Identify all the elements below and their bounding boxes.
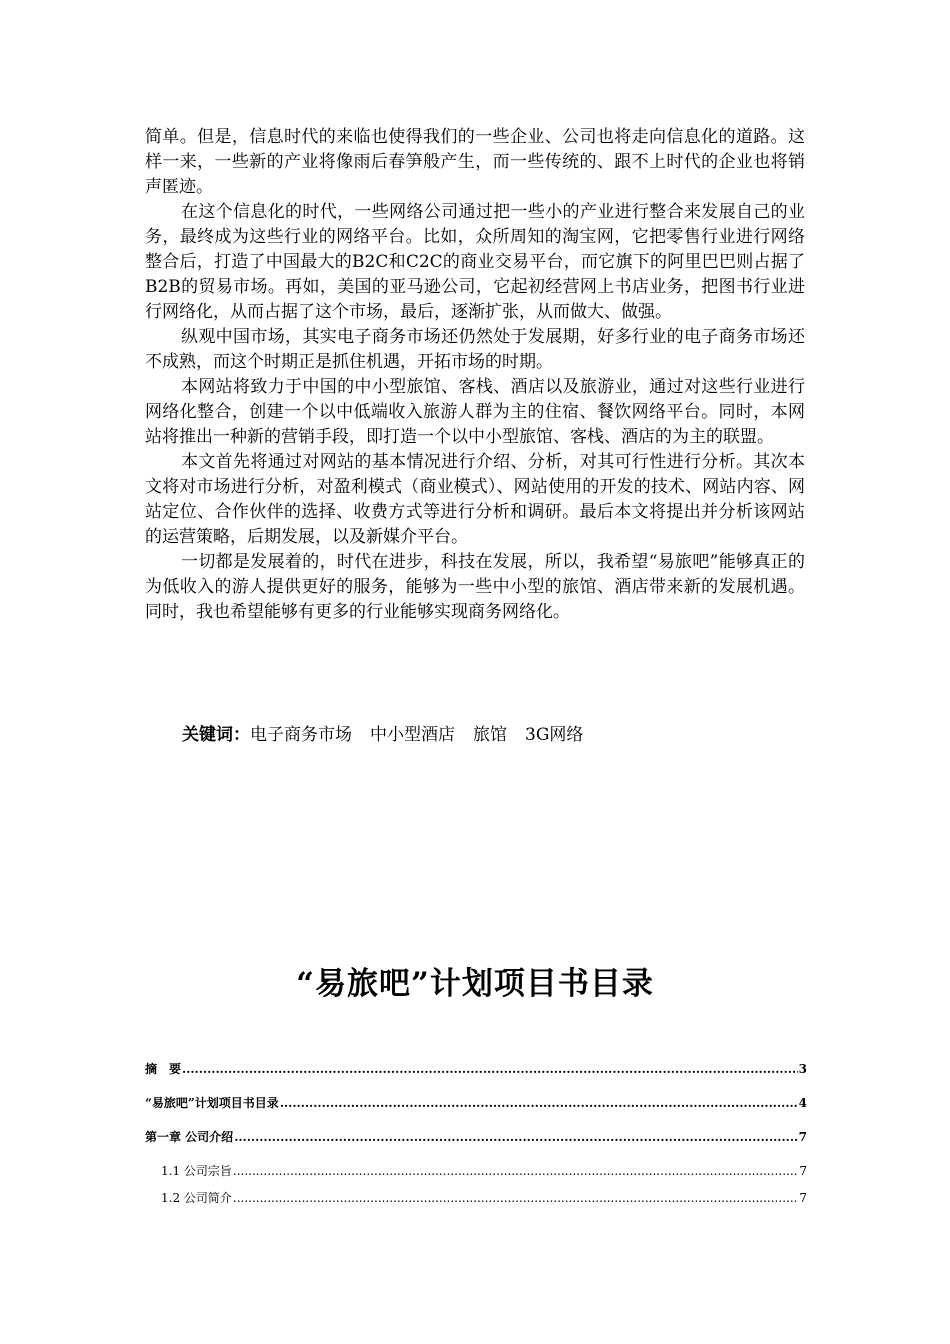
keywords-label: 关键词： xyxy=(182,725,250,745)
keyword-item: 3G网络 xyxy=(525,725,584,745)
toc-entry-page: 7 xyxy=(798,1130,807,1144)
paragraph-1: 简单。但是，信息时代的来临也使得我们的一些企业、公司也将走向信息化的道路。这样一来，一些新的产业将像雨后春笋般产生，而一些传统的、跟不上时代的企业也将销声匿迹。 xyxy=(145,127,805,197)
toc-leader-dots xyxy=(182,1062,798,1076)
toc-entry-label: 1.2 公司简介 xyxy=(161,1191,232,1205)
toc-title: “易旅吧”计划项目书目录 xyxy=(296,966,654,1002)
paragraph-2: 在这个信息化的时代，一些网络公司通过把一些小的产业进行整合来发展自己的业务，最终成为这些行业的网络平台。比如，众所周知的淘宝网，它把零售行业进行网络整合后，打造了中国最大的B2C和C2C的商业交易平台，而它旗下的阿里巴巴则占据了B2B的贸易市场。再如，美国的亚马逊公司，它起初经营网上书店业务，把图书行业进行网络化，从而占据了这个市场，最后，逐渐扩张，从而做大、做强。 xyxy=(145,202,805,322)
toc-entry-page: 7 xyxy=(799,1164,807,1178)
toc-entry[interactable] xyxy=(145,1094,807,1116)
toc-entry-label: 第一章 公司介绍 xyxy=(145,1130,234,1144)
body-text xyxy=(145,125,805,625)
toc-entry-page: 7 xyxy=(799,1191,807,1205)
keyword-item: 旅馆 xyxy=(473,725,507,745)
toc-entry-page: 3 xyxy=(798,1062,807,1076)
table-of-contents xyxy=(145,1060,807,1216)
toc-entry-page: 4 xyxy=(798,1096,807,1110)
toc-entry[interactable] xyxy=(145,1189,807,1211)
toc-entry[interactable] xyxy=(145,1060,807,1082)
keywords-line xyxy=(182,722,601,748)
toc-entry-label: 摘 要 xyxy=(145,1062,182,1076)
paragraph-3: 纵观中国市场，其实电子商务市场还仍然处于发展期，好多行业的电子商务市场还不成熟，而这个时期正是抓住机遇，开拓市场的时期。 xyxy=(145,327,805,372)
paragraph-6: 一切都是发展着的，时代在进步，科技在发展，所以，我希望“易旅吧”能够真正的为低收入的游人提供更好的服务，能够为一些中小型的旅馆、酒店带来新的发展机遇。同时，我也希望能够有更多的行业能够实现商务网络化。 xyxy=(145,552,805,622)
paragraph-5: 本文首先将通过对网站的基本情况进行介绍、分析，对其可行性进行分析。其次本文将对市场进行分析，对盈利模式（商业模式）、网站使用的开发的技术、网站内容、网站定位、合作伙伴的选择、收费方式等进行分析和调研。最后本文将提出并分析该网站的运营策略，后期发展，以及新媒介平台。 xyxy=(145,452,805,547)
paragraph-4: 本网站将致力于中国的中小型旅馆、客栈、酒店以及旅游业，通过对这些行业进行网络化整合，创建一个以中低端收入旅游人群为主的住宿、餐饮网络平台。同时，本网站将推出一种新的营销手段，即打造一个以中小型旅馆、客栈、酒店的为主的联盟。 xyxy=(145,377,805,447)
keyword-item: 中小型酒店 xyxy=(370,725,455,745)
toc-entry-label: “易旅吧”计划项目书目录 xyxy=(145,1096,279,1110)
toc-leader-dots xyxy=(233,1191,798,1205)
toc-leader-dots xyxy=(234,1130,797,1144)
toc-entry[interactable] xyxy=(145,1128,807,1150)
toc-leader-dots xyxy=(233,1164,798,1178)
toc-entry-label: 1.1 公司宗旨 xyxy=(161,1164,232,1178)
toc-entry[interactable] xyxy=(145,1162,807,1184)
toc-leader-dots xyxy=(280,1096,798,1110)
keyword-item: 电子商务市场 xyxy=(250,725,352,745)
